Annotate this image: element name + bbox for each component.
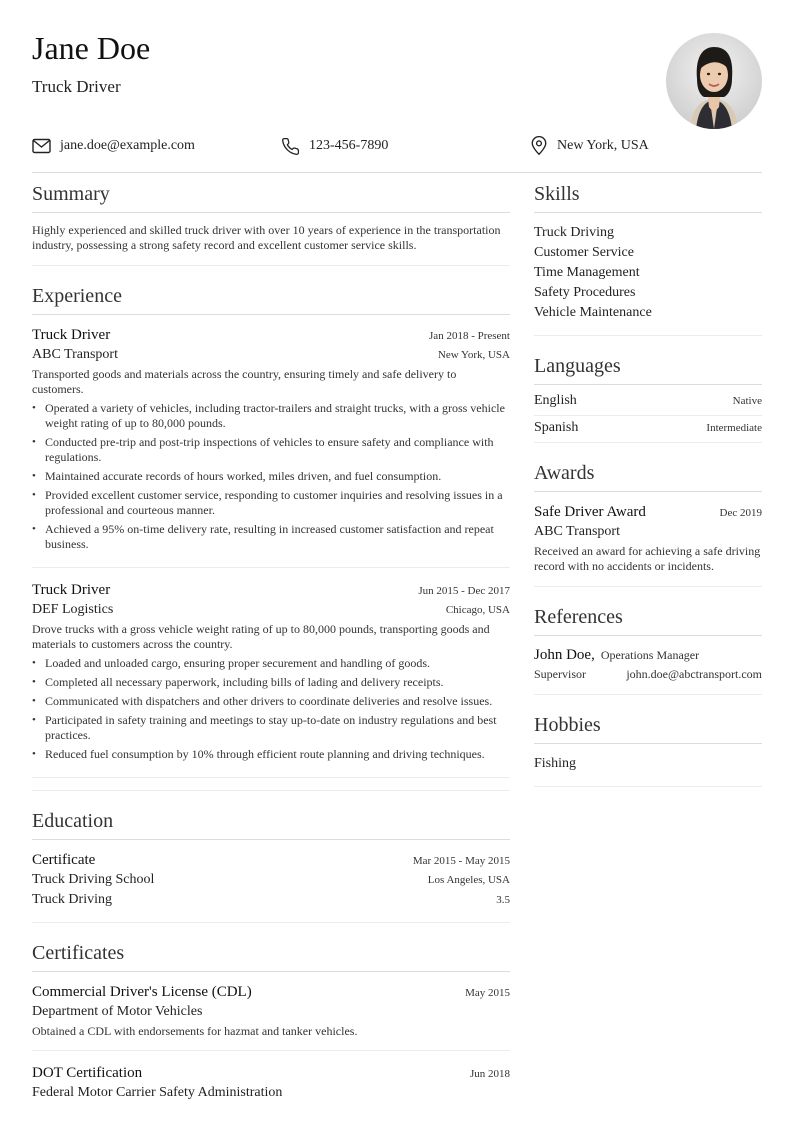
certificates-heading: Certificates xyxy=(32,939,510,972)
school-location: Los Angeles, USA xyxy=(427,874,510,886)
certificate-issuer: Department of Motor Vehicles xyxy=(32,1004,203,1019)
job-description: Drove trucks with a gross vehicle weight rating of up to 80,000 pounds, transporting goods and materials to customers across the country. xyxy=(32,622,490,651)
achievement-item: • Reduced fuel consumption by 10% through efficient route planning and driving techniques. xyxy=(32,747,510,762)
language-name: Spanish xyxy=(534,420,579,435)
reference-name: John Doe, xyxy=(534,647,595,663)
achievement-item: • Communicated with dispatchers and other drivers to coordinate deliveries and resolve issues. xyxy=(32,694,510,709)
certificate-date: May 2015 xyxy=(465,987,510,999)
certificate-entry xyxy=(32,1063,510,1103)
job-location: Chicago, USA xyxy=(445,604,510,616)
language-level: Native xyxy=(732,395,762,407)
hobbies-section xyxy=(534,711,762,787)
experience-entry xyxy=(32,580,510,778)
education-dates: Mar 2015 - May 2015 xyxy=(412,855,510,867)
field-of-study: Truck Driving xyxy=(32,892,112,907)
certificate-date: Jun 2018 xyxy=(469,1068,510,1080)
job-dates: Jan 2018 - Present xyxy=(429,330,510,342)
certificates-section xyxy=(32,939,510,1115)
mail-icon xyxy=(32,138,51,154)
awards-section xyxy=(534,459,762,587)
certificate-title: DOT Certification xyxy=(32,1065,143,1081)
hobbies-heading: Hobbies xyxy=(534,711,762,744)
experience-entry xyxy=(32,325,510,568)
achievement-item: • Conducted pre-trip and post-trip inspections of vehicles to ensure safety and compliance with regulations. xyxy=(32,435,510,465)
references-heading: References xyxy=(534,603,762,636)
language-level: Intermediate xyxy=(706,422,762,434)
experience-section xyxy=(32,282,510,791)
certificate-description: Obtained a CDL with endorsements for hazmat and tanker vehicles. xyxy=(32,1024,358,1038)
education-score: 3.5 xyxy=(496,894,510,906)
skill-item: Safety Procedures xyxy=(534,285,636,300)
job-position: Truck Driver xyxy=(32,327,111,343)
languages-heading: Languages xyxy=(534,352,762,385)
location-text: New York, USA xyxy=(557,138,649,153)
profile-photo xyxy=(666,33,762,129)
side-column xyxy=(534,180,762,803)
award-issuer: ABC Transport xyxy=(534,524,620,539)
phone-icon xyxy=(281,137,300,156)
skills-section xyxy=(534,180,762,336)
achievement-item: • Maintained accurate records of hours worked, miles driven, and fuel consumption. xyxy=(32,469,510,484)
education-section xyxy=(32,807,510,923)
achievement-list xyxy=(32,401,510,552)
header-divider xyxy=(32,172,762,173)
language-name: English xyxy=(534,393,577,408)
language-item xyxy=(534,389,762,416)
skill-item: Time Management xyxy=(534,265,640,280)
experience-heading: Experience xyxy=(32,282,510,315)
achievement-item: • Provided excellent customer service, responding to customer inquiries and resolving issues in a professional and courteous manner. xyxy=(32,488,510,518)
achievement-item: • Loaded and unloaded cargo, ensuring proper securement and handling of goods. xyxy=(32,656,510,671)
resume-name: Jane Doe xyxy=(32,30,151,66)
job-dates: Jun 2015 - Dec 2017 xyxy=(418,585,510,597)
references-section xyxy=(534,603,762,695)
reference-email[interactable]: john.doe@abctransport.com xyxy=(626,667,762,681)
certificate-issuer: Federal Motor Carrier Safety Administration xyxy=(32,1085,283,1100)
language-item xyxy=(534,416,762,442)
achievement-list xyxy=(32,656,510,762)
summary-text: Highly experienced and skilled truck driver with over 10 years of experience in the transportation industry, possessing a strong safety record and excellent customer service skills. xyxy=(32,223,501,252)
languages-section xyxy=(534,352,762,443)
contact-email[interactable] xyxy=(32,136,195,156)
company-name: ABC Transport xyxy=(32,347,118,362)
job-location: New York, USA xyxy=(437,349,510,361)
email-text[interactable]: jane.doe@example.com xyxy=(60,138,195,153)
company-name: DEF Logistics xyxy=(32,602,114,617)
skills-heading: Skills xyxy=(534,180,762,213)
certificate-title: Commercial Driver's License (CDL) xyxy=(32,984,252,1000)
award-date: Dec 2019 xyxy=(719,507,762,519)
awards-heading: Awards xyxy=(534,459,762,492)
contact-location xyxy=(530,136,649,156)
main-column xyxy=(32,180,510,1123)
reference-relation: Supervisor xyxy=(534,667,586,681)
summary-heading: Summary xyxy=(32,180,510,213)
skill-item: Truck Driving xyxy=(534,225,614,240)
job-title: Truck Driver xyxy=(32,77,121,96)
school-name: Truck Driving School xyxy=(32,872,155,887)
achievement-item: • Participated in safety training and meetings to stay up-to-date on industry regulations and best practices. xyxy=(32,713,510,743)
phone-text[interactable]: 123-456-7890 xyxy=(309,138,389,153)
job-position: Truck Driver xyxy=(32,582,111,598)
skill-item: Vehicle Maintenance xyxy=(534,305,652,320)
degree-title: Certificate xyxy=(32,852,96,868)
skill-item: Customer Service xyxy=(534,245,634,260)
award-title: Safe Driver Award xyxy=(534,504,646,520)
achievement-item: • Achieved a 95% on-time delivery rate, resulting in increased customer satisfaction and repeat business. xyxy=(32,522,510,552)
award-description: Received an award for achieving a safe driving record with no accidents or incidents. xyxy=(534,544,761,573)
hobby-item: Fishing xyxy=(534,756,577,771)
contact-phone[interactable] xyxy=(281,136,388,156)
summary-section xyxy=(32,180,510,266)
achievement-item: • Operated a variety of vehicles, including tractor-trailers and straight trucks, with a gross vehicle weight rating of up to 80,000 pounds. xyxy=(32,401,510,431)
location-pin-icon xyxy=(530,136,548,156)
achievement-item: • Completed all necessary paperwork, including bills of lading and delivery receipts. xyxy=(32,675,510,690)
certificate-entry xyxy=(32,982,510,1051)
job-description: Transported goods and materials across the country, ensuring timely and safe delivery to customers. xyxy=(32,367,457,396)
education-heading: Education xyxy=(32,807,510,840)
reference-role: Operations Manager xyxy=(600,648,700,662)
